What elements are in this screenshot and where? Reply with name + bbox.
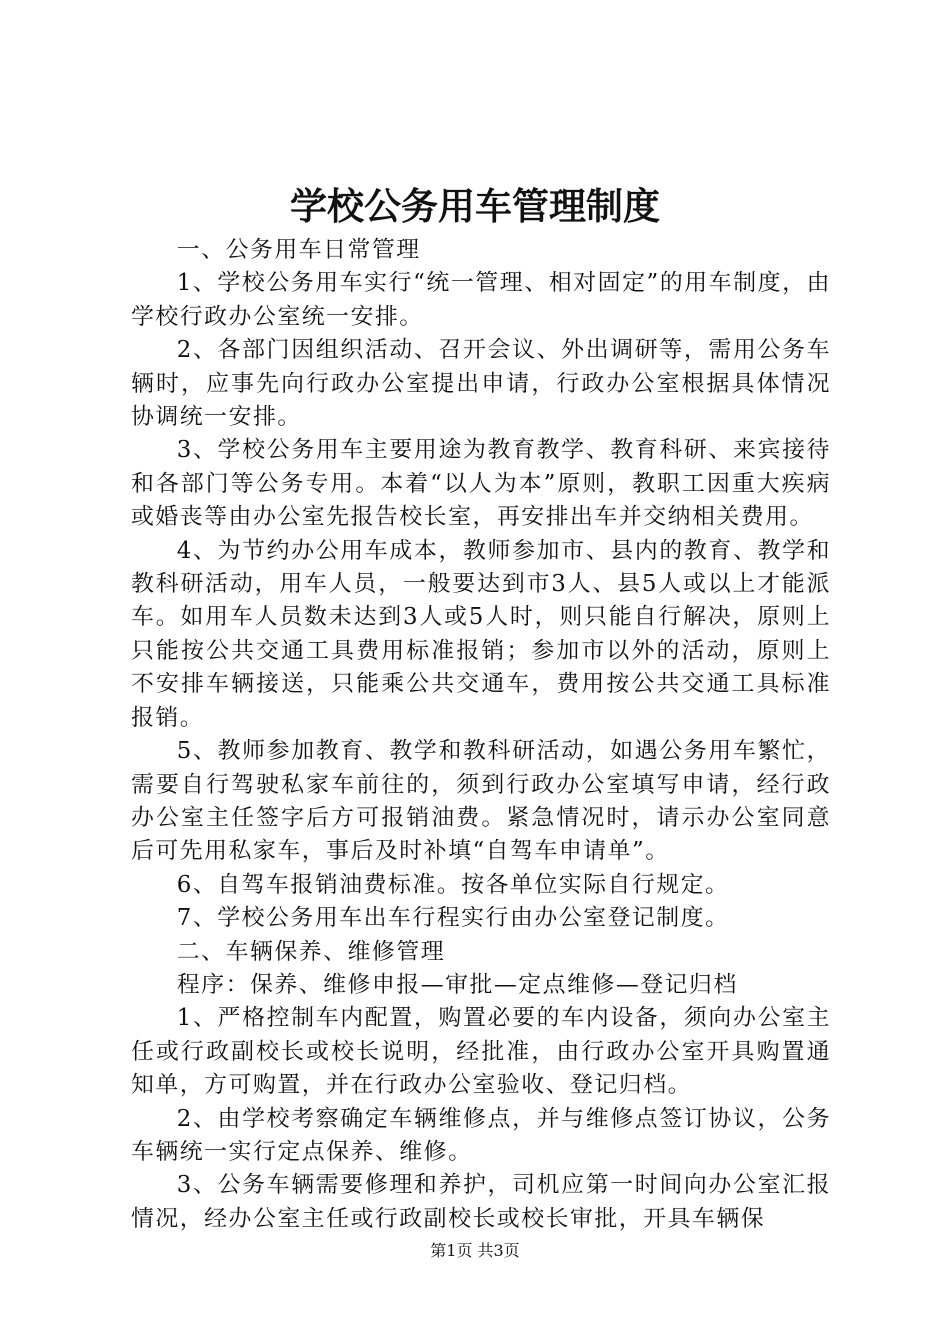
procedure-line: 程序：保养、维修申报—审批—定点维修—登记归档 [176, 971, 738, 998]
document-body [131, 234, 831, 1236]
paragraph: 1、学校公务用车实行“统一管理、相对固定”的用车制度，由学校行政办公室统一安排。 [131, 270, 831, 330]
paragraph: 6、自驾车报销油费标准。按各单位实际自行规定。 [176, 871, 730, 898]
paragraph: 1、严格控制车内配置，购置必要的车内设备，须向办公室主任或行政副校长或校长说明，经批准，由行政办公室开具购置通知单，方可购置，并在行政办公室验收、登记归档。 [131, 1005, 831, 1099]
paragraph: 7、学校公务用车出车行程实行由办公室登记制度。 [176, 905, 730, 932]
section-heading-maintenance: 二、车辆保养、维修管理 [176, 938, 446, 965]
paragraph: 3、公务车辆需要修理和养护，司机应第一时间向办公室汇报情况，经办公室主任或行政副校长或校长审批，开具车辆保 [131, 1172, 831, 1232]
page-number-footer: 第1页 共3页 [430, 1241, 520, 1260]
paragraph: 3、学校公务用车主要用途为教育教学、教育科研、来宾接待和各部门等公务专用。本着“以人为本”原则，教职工因重大疾病或婚丧等由办公室先报告校长室，再安排出车并交纳相关费用。 [131, 437, 831, 531]
section-heading-daily-management: 一、公务用车日常管理 [176, 237, 421, 263]
paragraph: 2、由学校考察确定车辆维修点，并与维修点签订协议，公务车辆统一实行定点保养、维修。 [131, 1105, 831, 1165]
paragraph: 4、为节约办公用车成本，教师参加市、县内的教育、教学和教科研活动，用车人员，一般要达到市3人、县5人或以上才能派车。如用车人员数未达到3人或5人时，则只能自行解决，原则上只能按公共交通工具费用标准报销；参加市以外的活动，原则上不安排车辆接送，只能乘公共交通车，费用按公共交通工具标准报销。 [131, 537, 831, 731]
paragraph: 2、各部门因组织活动、召开会议、外出调研等，需用公务车辆时，应事先向行政办公室提出申请，行政办公室根据具体情况协调统一安排。 [131, 337, 831, 431]
paragraph: 5、教师参加教育、教学和教科研活动，如遇公务用车繁忙，需要自行驾驶私家车前往的，须到行政办公室填写申请，经行政办公室主任签字后方可报销油费。紧急情况时，请示办公室同意后可先用私家车，事后及时补填“自驾车申请单”。 [131, 738, 831, 865]
document-title: 学校公务用车管理制度 [290, 184, 660, 228]
